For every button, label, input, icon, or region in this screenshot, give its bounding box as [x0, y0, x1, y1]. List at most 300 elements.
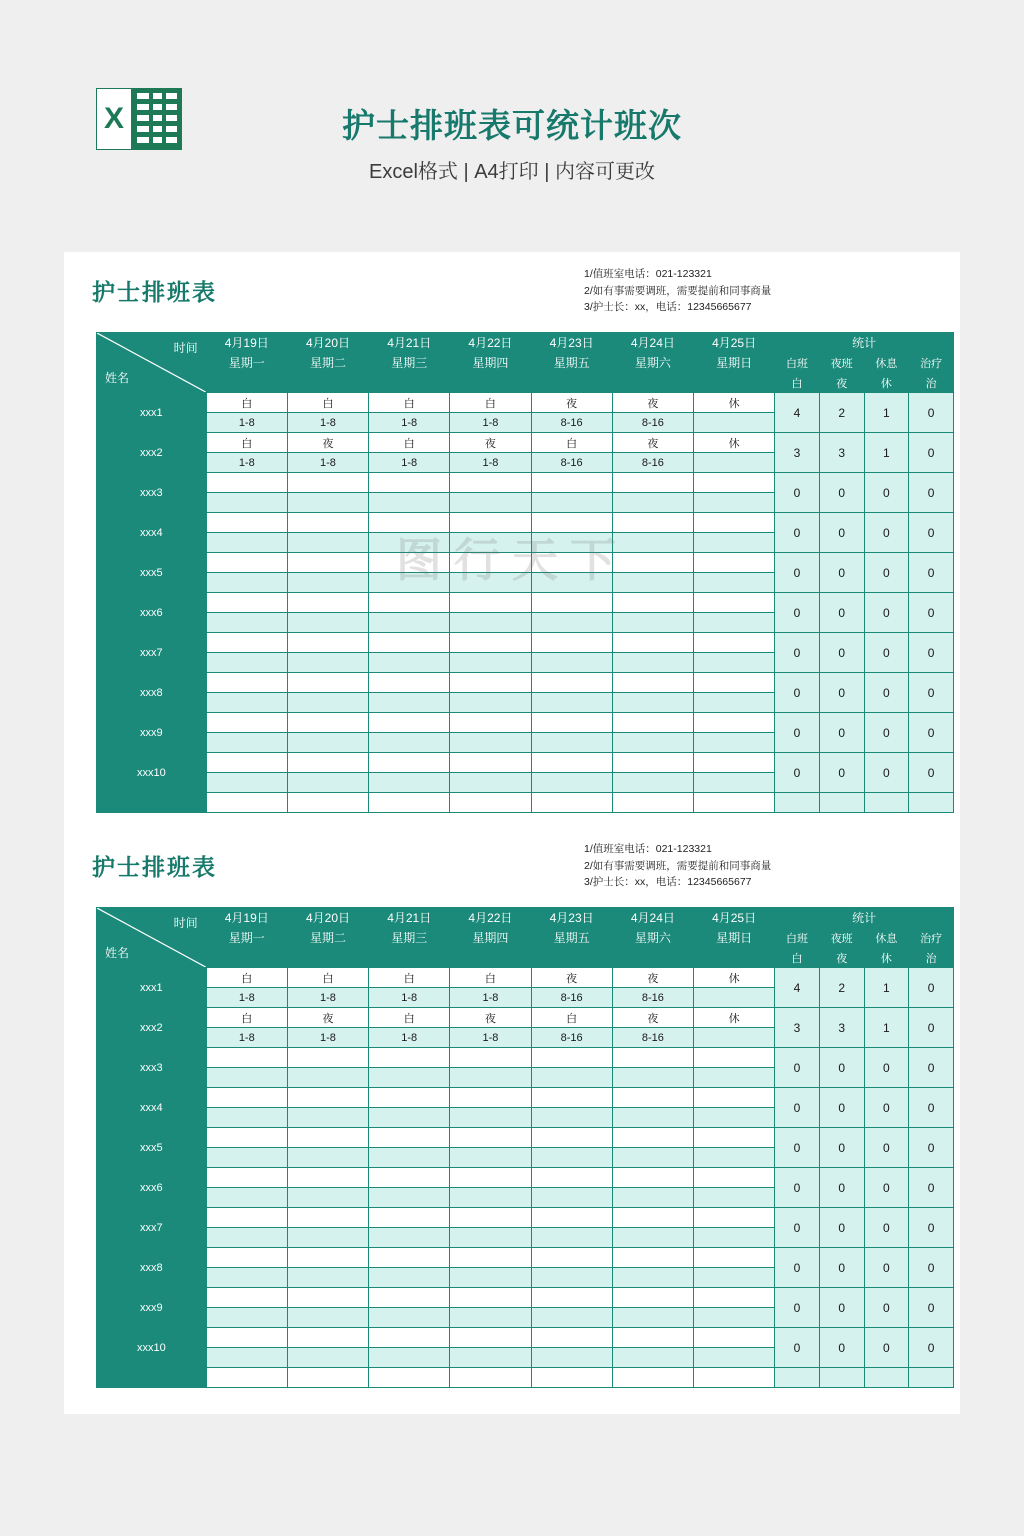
shift-cell[interactable]: [612, 1328, 693, 1348]
shift-time-cell[interactable]: 8-16: [531, 1028, 612, 1048]
shift-cell[interactable]: [450, 1328, 531, 1348]
shift-cell[interactable]: [287, 1208, 368, 1228]
nurse-name-cell[interactable]: xxx8: [97, 673, 207, 713]
shift-cell[interactable]: [369, 513, 450, 533]
shift-time-cell[interactable]: [531, 493, 612, 513]
shift-cell[interactable]: [206, 1048, 287, 1068]
shift-cell[interactable]: [531, 1088, 612, 1108]
shift-time-cell[interactable]: 8-16: [531, 453, 612, 473]
shift-time-cell[interactable]: [693, 413, 774, 433]
shift-time-cell[interactable]: [531, 773, 612, 793]
shift-cell[interactable]: [369, 713, 450, 733]
shift-cell[interactable]: [369, 673, 450, 693]
shift-time-cell[interactable]: [612, 1068, 693, 1088]
shift-cell[interactable]: [206, 713, 287, 733]
nurse-name-cell[interactable]: xxx2: [97, 1008, 207, 1048]
shift-time-cell[interactable]: [531, 1068, 612, 1088]
shift-cell[interactable]: [450, 753, 531, 773]
shift-time-cell[interactable]: [369, 493, 450, 513]
shift-time-cell[interactable]: [206, 773, 287, 793]
shift-time-cell[interactable]: 8-16: [612, 413, 693, 433]
shift-cell[interactable]: [450, 1128, 531, 1148]
shift-cell[interactable]: [206, 1248, 287, 1268]
shift-cell[interactable]: [369, 1248, 450, 1268]
shift-cell[interactable]: [612, 553, 693, 573]
nurse-name-cell[interactable]: xxx9: [97, 1288, 207, 1328]
shift-time-cell[interactable]: [612, 533, 693, 553]
shift-time-cell[interactable]: [693, 988, 774, 1008]
shift-time-cell[interactable]: [693, 1268, 774, 1288]
shift-time-cell[interactable]: [450, 1188, 531, 1208]
shift-cell[interactable]: [206, 593, 287, 613]
shift-time-cell[interactable]: [369, 1348, 450, 1368]
shift-time-cell[interactable]: [612, 1268, 693, 1288]
shift-time-cell[interactable]: [206, 573, 287, 593]
shift-time-cell[interactable]: [206, 1268, 287, 1288]
shift-time-cell[interactable]: 8-16: [612, 1028, 693, 1048]
shift-cell[interactable]: [612, 473, 693, 493]
shift-time-cell[interactable]: [612, 653, 693, 673]
shift-time-cell[interactable]: [287, 1068, 368, 1088]
shift-cell[interactable]: [287, 473, 368, 493]
shift-cell[interactable]: [206, 1288, 287, 1308]
shift-time-cell[interactable]: [693, 453, 774, 473]
shift-cell[interactable]: [287, 1048, 368, 1068]
shift-cell[interactable]: [287, 553, 368, 573]
shift-time-cell[interactable]: 1-8: [206, 1028, 287, 1048]
shift-cell[interactable]: [206, 1328, 287, 1348]
shift-time-cell[interactable]: 8-16: [531, 988, 612, 1008]
shift-cell[interactable]: [531, 1288, 612, 1308]
shift-cell[interactable]: [693, 1128, 774, 1148]
shift-time-cell[interactable]: [369, 1108, 450, 1128]
shift-cell[interactable]: 白: [450, 968, 531, 988]
shift-time-cell[interactable]: [450, 733, 531, 753]
shift-cell[interactable]: [693, 1048, 774, 1068]
shift-cell[interactable]: [612, 1168, 693, 1188]
shift-time-cell[interactable]: [531, 693, 612, 713]
shift-time-cell[interactable]: [693, 1068, 774, 1088]
shift-cell[interactable]: [612, 753, 693, 773]
shift-cell[interactable]: [369, 1168, 450, 1188]
shift-cell[interactable]: [693, 593, 774, 613]
nurse-name-cell[interactable]: xxx4: [97, 1088, 207, 1128]
shift-cell[interactable]: [369, 753, 450, 773]
shift-cell[interactable]: 白: [287, 393, 368, 413]
shift-cell[interactable]: [369, 1048, 450, 1068]
shift-time-cell[interactable]: [693, 533, 774, 553]
shift-cell[interactable]: [531, 1168, 612, 1188]
shift-time-cell[interactable]: [287, 773, 368, 793]
shift-cell[interactable]: 休: [693, 1008, 774, 1028]
shift-cell[interactable]: [287, 633, 368, 653]
shift-cell[interactable]: 白: [369, 393, 450, 413]
shift-cell[interactable]: 白: [531, 1008, 612, 1028]
shift-time-cell[interactable]: 8-16: [531, 413, 612, 433]
shift-time-cell[interactable]: [612, 493, 693, 513]
shift-cell[interactable]: [206, 1128, 287, 1148]
shift-cell[interactable]: [612, 1208, 693, 1228]
shift-cell[interactable]: [206, 633, 287, 653]
shift-cell[interactable]: [369, 593, 450, 613]
shift-time-cell[interactable]: [369, 733, 450, 753]
shift-cell[interactable]: [287, 1088, 368, 1108]
shift-time-cell[interactable]: [287, 693, 368, 713]
shift-time-cell[interactable]: [450, 573, 531, 593]
shift-time-cell[interactable]: [369, 1148, 450, 1168]
shift-time-cell[interactable]: [531, 1228, 612, 1248]
shift-cell[interactable]: [450, 1248, 531, 1268]
shift-time-cell[interactable]: [531, 1188, 612, 1208]
shift-cell[interactable]: 白: [369, 968, 450, 988]
shift-time-cell[interactable]: [531, 1148, 612, 1168]
shift-time-cell[interactable]: 1-8: [287, 988, 368, 1008]
shift-cell[interactable]: [206, 553, 287, 573]
nurse-name-cell[interactable]: xxx5: [97, 1128, 207, 1168]
shift-cell[interactable]: [693, 513, 774, 533]
shift-cell[interactable]: [450, 1048, 531, 1068]
shift-time-cell[interactable]: [369, 1268, 450, 1288]
shift-cell[interactable]: [287, 1168, 368, 1188]
shift-cell[interactable]: [693, 633, 774, 653]
shift-time-cell[interactable]: [612, 1188, 693, 1208]
shift-time-cell[interactable]: [693, 653, 774, 673]
shift-cell[interactable]: 夜: [612, 968, 693, 988]
shift-time-cell[interactable]: [531, 613, 612, 633]
shift-cell[interactable]: [450, 1288, 531, 1308]
shift-cell[interactable]: [531, 713, 612, 733]
shift-cell[interactable]: [450, 553, 531, 573]
shift-time-cell[interactable]: [693, 773, 774, 793]
shift-cell[interactable]: 夜: [287, 433, 368, 453]
shift-cell[interactable]: [612, 633, 693, 653]
shift-cell[interactable]: [693, 673, 774, 693]
shift-time-cell[interactable]: [531, 1268, 612, 1288]
shift-cell[interactable]: 白: [450, 393, 531, 413]
shift-time-cell[interactable]: 1-8: [369, 1028, 450, 1048]
shift-time-cell[interactable]: [369, 1308, 450, 1328]
shift-time-cell[interactable]: [369, 1068, 450, 1088]
shift-time-cell[interactable]: 1-8: [287, 453, 368, 473]
shift-time-cell[interactable]: [206, 533, 287, 553]
shift-time-cell[interactable]: [612, 1348, 693, 1368]
shift-cell[interactable]: [693, 1208, 774, 1228]
shift-time-cell[interactable]: 1-8: [450, 453, 531, 473]
shift-time-cell[interactable]: [612, 573, 693, 593]
shift-time-cell[interactable]: [206, 493, 287, 513]
shift-time-cell[interactable]: [450, 1268, 531, 1288]
shift-time-cell[interactable]: [450, 533, 531, 553]
shift-time-cell[interactable]: [693, 733, 774, 753]
nurse-name-cell[interactable]: xxx5: [97, 553, 207, 593]
shift-time-cell[interactable]: 1-8: [206, 413, 287, 433]
shift-cell[interactable]: 白: [206, 968, 287, 988]
shift-time-cell[interactable]: [693, 1308, 774, 1328]
shift-cell[interactable]: [206, 473, 287, 493]
shift-cell[interactable]: [531, 1208, 612, 1228]
shift-cell[interactable]: [693, 1248, 774, 1268]
shift-cell[interactable]: [450, 1168, 531, 1188]
shift-time-cell[interactable]: [287, 1228, 368, 1248]
nurse-name-cell[interactable]: xxx10: [97, 1328, 207, 1368]
shift-cell[interactable]: [450, 633, 531, 653]
shift-time-cell[interactable]: [450, 693, 531, 713]
shift-time-cell[interactable]: [612, 693, 693, 713]
shift-cell[interactable]: 夜: [612, 433, 693, 453]
shift-cell[interactable]: [450, 673, 531, 693]
shift-time-cell[interactable]: [450, 773, 531, 793]
shift-time-cell[interactable]: 1-8: [206, 453, 287, 473]
shift-cell[interactable]: [369, 1288, 450, 1308]
shift-time-cell[interactable]: 1-8: [287, 1028, 368, 1048]
shift-cell[interactable]: [531, 1128, 612, 1148]
shift-time-cell[interactable]: [450, 653, 531, 673]
shift-time-cell[interactable]: 8-16: [612, 453, 693, 473]
shift-cell[interactable]: 休: [693, 433, 774, 453]
shift-cell[interactable]: [369, 1128, 450, 1148]
shift-cell[interactable]: 夜: [612, 393, 693, 413]
shift-time-cell[interactable]: [612, 773, 693, 793]
shift-time-cell[interactable]: [287, 573, 368, 593]
shift-time-cell[interactable]: 1-8: [369, 988, 450, 1008]
shift-time-cell[interactable]: 1-8: [450, 413, 531, 433]
shift-time-cell[interactable]: [612, 613, 693, 633]
nurse-name-cell[interactable]: xxx8: [97, 1248, 207, 1288]
shift-cell[interactable]: [612, 1248, 693, 1268]
shift-cell[interactable]: [206, 753, 287, 773]
shift-cell[interactable]: [612, 713, 693, 733]
shift-time-cell[interactable]: [369, 693, 450, 713]
shift-cell[interactable]: [287, 1328, 368, 1348]
shift-cell[interactable]: [450, 513, 531, 533]
shift-cell[interactable]: [287, 753, 368, 773]
shift-cell[interactable]: 休: [693, 393, 774, 413]
shift-cell[interactable]: [287, 713, 368, 733]
shift-cell[interactable]: 夜: [450, 433, 531, 453]
shift-time-cell[interactable]: [287, 1348, 368, 1368]
shift-time-cell[interactable]: [287, 1188, 368, 1208]
shift-cell[interactable]: 夜: [531, 393, 612, 413]
shift-time-cell[interactable]: [287, 1308, 368, 1328]
shift-time-cell[interactable]: [450, 613, 531, 633]
shift-time-cell[interactable]: [693, 613, 774, 633]
shift-time-cell[interactable]: [693, 1228, 774, 1248]
shift-time-cell[interactable]: [369, 653, 450, 673]
shift-time-cell[interactable]: [369, 773, 450, 793]
shift-cell[interactable]: 夜: [287, 1008, 368, 1028]
shift-time-cell[interactable]: [450, 1068, 531, 1088]
shift-cell[interactable]: [206, 1168, 287, 1188]
shift-cell[interactable]: [531, 753, 612, 773]
shift-time-cell[interactable]: [287, 1108, 368, 1128]
shift-cell[interactable]: 白: [531, 433, 612, 453]
shift-cell[interactable]: [531, 513, 612, 533]
shift-cell[interactable]: [693, 753, 774, 773]
shift-cell[interactable]: [287, 673, 368, 693]
shift-cell[interactable]: [612, 1128, 693, 1148]
shift-time-cell[interactable]: [693, 493, 774, 513]
shift-cell[interactable]: [287, 1288, 368, 1308]
shift-cell[interactable]: [531, 593, 612, 613]
shift-cell[interactable]: [287, 1128, 368, 1148]
shift-time-cell[interactable]: [369, 1228, 450, 1248]
shift-time-cell[interactable]: [287, 653, 368, 673]
shift-time-cell[interactable]: [612, 1228, 693, 1248]
shift-time-cell[interactable]: [450, 1308, 531, 1328]
shift-time-cell[interactable]: [612, 733, 693, 753]
shift-cell[interactable]: [206, 1088, 287, 1108]
shift-cell[interactable]: [531, 633, 612, 653]
shift-time-cell[interactable]: [693, 1148, 774, 1168]
shift-time-cell[interactable]: [287, 1268, 368, 1288]
shift-cell[interactable]: [693, 1088, 774, 1108]
shift-time-cell[interactable]: 1-8: [287, 413, 368, 433]
shift-cell[interactable]: [450, 473, 531, 493]
shift-cell[interactable]: [287, 593, 368, 613]
shift-cell[interactable]: 夜: [450, 1008, 531, 1028]
shift-time-cell[interactable]: [206, 693, 287, 713]
shift-cell[interactable]: [450, 1088, 531, 1108]
shift-time-cell[interactable]: [369, 533, 450, 553]
nurse-name-cell[interactable]: xxx1: [97, 393, 207, 433]
shift-time-cell[interactable]: [531, 1308, 612, 1328]
shift-time-cell[interactable]: [206, 1228, 287, 1248]
shift-time-cell[interactable]: [531, 573, 612, 593]
shift-cell[interactable]: [531, 1248, 612, 1268]
shift-cell[interactable]: [693, 713, 774, 733]
shift-time-cell[interactable]: [531, 1108, 612, 1128]
nurse-name-cell[interactable]: xxx7: [97, 1208, 207, 1248]
nurse-name-cell[interactable]: xxx2: [97, 433, 207, 473]
shift-time-cell[interactable]: [287, 733, 368, 753]
shift-time-cell[interactable]: [531, 653, 612, 673]
shift-cell[interactable]: [531, 553, 612, 573]
shift-cell[interactable]: [693, 473, 774, 493]
shift-time-cell[interactable]: [693, 1108, 774, 1128]
nurse-name-cell[interactable]: xxx1: [97, 968, 207, 1008]
shift-time-cell[interactable]: [531, 533, 612, 553]
shift-time-cell[interactable]: [206, 1148, 287, 1168]
shift-cell[interactable]: [612, 1048, 693, 1068]
shift-cell[interactable]: [369, 553, 450, 573]
shift-cell[interactable]: [369, 1328, 450, 1348]
shift-time-cell[interactable]: [369, 613, 450, 633]
shift-time-cell[interactable]: [450, 1108, 531, 1128]
shift-time-cell[interactable]: [206, 1308, 287, 1328]
shift-time-cell[interactable]: 1-8: [206, 988, 287, 1008]
shift-cell[interactable]: [206, 513, 287, 533]
shift-cell[interactable]: [612, 513, 693, 533]
shift-time-cell[interactable]: [287, 493, 368, 513]
shift-time-cell[interactable]: 1-8: [369, 453, 450, 473]
nurse-name-cell[interactable]: xxx9: [97, 713, 207, 753]
shift-time-cell[interactable]: 8-16: [612, 988, 693, 1008]
shift-cell[interactable]: [612, 673, 693, 693]
nurse-name-cell[interactable]: xxx7: [97, 633, 207, 673]
shift-cell[interactable]: [693, 1288, 774, 1308]
shift-time-cell[interactable]: [206, 613, 287, 633]
shift-time-cell[interactable]: [693, 1188, 774, 1208]
shift-cell[interactable]: [693, 1328, 774, 1348]
shift-time-cell[interactable]: [206, 1348, 287, 1368]
shift-cell[interactable]: [693, 553, 774, 573]
shift-cell[interactable]: [206, 673, 287, 693]
shift-cell[interactable]: 白: [206, 1008, 287, 1028]
shift-cell[interactable]: [450, 713, 531, 733]
shift-time-cell[interactable]: [287, 613, 368, 633]
shift-time-cell[interactable]: [450, 1228, 531, 1248]
shift-time-cell[interactable]: [206, 733, 287, 753]
shift-time-cell[interactable]: [206, 1188, 287, 1208]
shift-cell[interactable]: [531, 1328, 612, 1348]
shift-cell[interactable]: [287, 1248, 368, 1268]
shift-time-cell[interactable]: [531, 733, 612, 753]
shift-time-cell[interactable]: [287, 533, 368, 553]
shift-cell[interactable]: [369, 1208, 450, 1228]
shift-time-cell[interactable]: [450, 1148, 531, 1168]
shift-cell[interactable]: [369, 633, 450, 653]
shift-cell[interactable]: [612, 1088, 693, 1108]
shift-time-cell[interactable]: [287, 1148, 368, 1168]
nurse-name-cell[interactable]: xxx6: [97, 593, 207, 633]
shift-time-cell[interactable]: [206, 1108, 287, 1128]
shift-time-cell[interactable]: [612, 1148, 693, 1168]
nurse-name-cell[interactable]: xxx4: [97, 513, 207, 553]
shift-cell[interactable]: [206, 1208, 287, 1228]
shift-cell[interactable]: [693, 1168, 774, 1188]
shift-time-cell[interactable]: [693, 573, 774, 593]
shift-time-cell[interactable]: [612, 1108, 693, 1128]
shift-time-cell[interactable]: 1-8: [450, 1028, 531, 1048]
shift-time-cell[interactable]: [612, 1308, 693, 1328]
shift-cell[interactable]: 白: [369, 1008, 450, 1028]
shift-cell[interactable]: [450, 593, 531, 613]
shift-cell[interactable]: [531, 1048, 612, 1068]
nurse-name-cell[interactable]: xxx3: [97, 1048, 207, 1088]
shift-cell[interactable]: 白: [206, 393, 287, 413]
shift-cell[interactable]: [531, 673, 612, 693]
shift-cell[interactable]: [287, 513, 368, 533]
shift-time-cell[interactable]: 1-8: [450, 988, 531, 1008]
nurse-name-cell[interactable]: xxx3: [97, 473, 207, 513]
shift-cell[interactable]: [450, 1208, 531, 1228]
shift-cell[interactable]: 休: [693, 968, 774, 988]
shift-cell[interactable]: [612, 593, 693, 613]
shift-cell[interactable]: [531, 473, 612, 493]
shift-cell[interactable]: 夜: [531, 968, 612, 988]
shift-time-cell[interactable]: [450, 493, 531, 513]
shift-time-cell[interactable]: [369, 573, 450, 593]
shift-time-cell[interactable]: 1-8: [369, 413, 450, 433]
shift-cell[interactable]: 白: [287, 968, 368, 988]
nurse-name-cell[interactable]: xxx10: [97, 753, 207, 793]
shift-cell[interactable]: [612, 1288, 693, 1308]
shift-time-cell[interactable]: [531, 1348, 612, 1368]
shift-time-cell[interactable]: [693, 1028, 774, 1048]
shift-time-cell[interactable]: [693, 693, 774, 713]
shift-cell[interactable]: 白: [206, 433, 287, 453]
shift-time-cell[interactable]: [206, 1068, 287, 1088]
nurse-name-cell[interactable]: xxx6: [97, 1168, 207, 1208]
shift-time-cell[interactable]: [206, 653, 287, 673]
shift-time-cell[interactable]: [369, 1188, 450, 1208]
shift-time-cell[interactable]: [693, 1348, 774, 1368]
shift-time-cell[interactable]: [450, 1348, 531, 1368]
shift-cell[interactable]: 白: [369, 433, 450, 453]
shift-cell[interactable]: [369, 1088, 450, 1108]
shift-cell[interactable]: 夜: [612, 1008, 693, 1028]
shift-cell[interactable]: [369, 473, 450, 493]
